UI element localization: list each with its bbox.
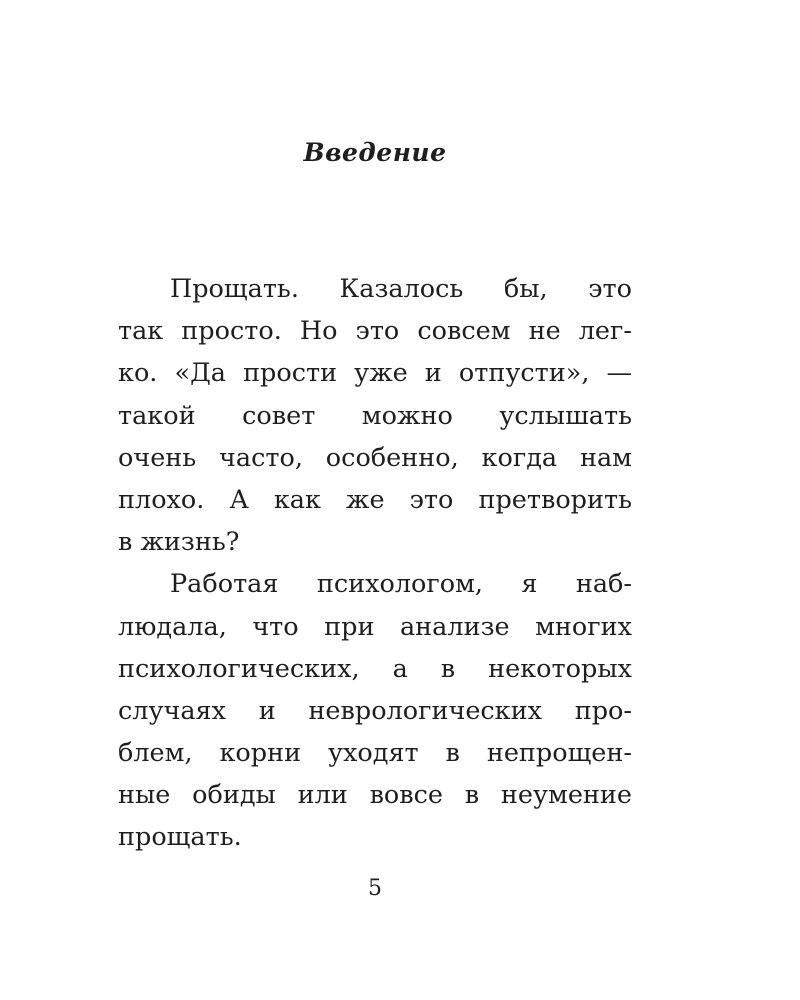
text-line: психологических, а в некоторых xyxy=(118,653,632,684)
text-line: так просто. Но это совсем не лег- xyxy=(118,316,632,347)
text-line: очень часто, особенно, когда нам xyxy=(118,442,632,473)
text-line: Прощать. Казалось бы, это xyxy=(170,274,632,304)
body-text xyxy=(118,268,632,859)
text-line: людала, что при анализе многих xyxy=(118,611,632,642)
text-line: блем, корни уходят в непрощен- xyxy=(118,738,632,769)
text-line: Работая психологом, я наб- xyxy=(170,569,632,600)
page-number: 5 xyxy=(368,876,382,901)
text-line: ко. «Да прости уже и отпусти», — xyxy=(118,358,632,389)
text-line: плохо. А как же это претворить xyxy=(118,484,632,515)
text-line: ные обиды или вовсе в неумение xyxy=(118,780,632,811)
text-line: случаях и неврологических про- xyxy=(118,695,632,726)
text-line: прощать. xyxy=(118,822,242,853)
text-line: в жизнь? xyxy=(118,527,240,558)
chapter-title: Введение xyxy=(303,138,447,167)
text-line: такой совет можно услышать xyxy=(118,400,632,431)
